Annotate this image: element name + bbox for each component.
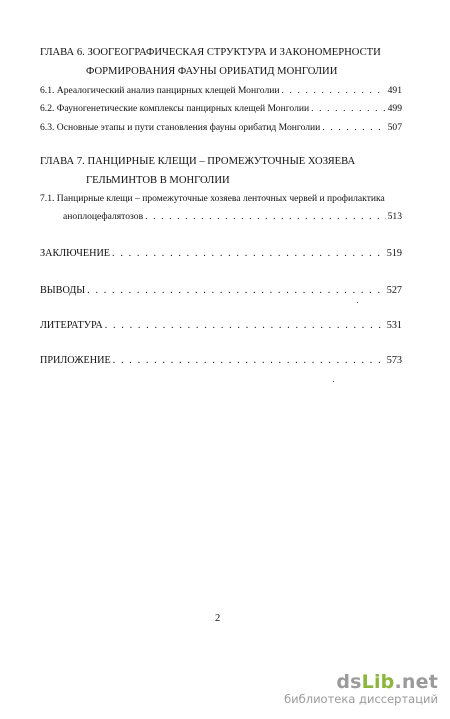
chapter-6-title-line2: ФОРМИРОВАНИЯ ФАУНЫ ОРИБАТИД МОНГОЛИИ xyxy=(86,66,338,77)
dslib-logo xyxy=(284,672,438,692)
page-number: 2 xyxy=(215,613,221,624)
toc-entry-label: 6.3. Основные этапы и пути становления фауны орибатид Монголии xyxy=(40,122,321,133)
scan-speck xyxy=(357,302,358,303)
chapter-6-title-line1: ГЛАВА 6. ЗООГЕОГРАФИЧЕСКАЯ СТРУКТУРА И ЗАКОНОМЕРНОСТИ xyxy=(40,47,381,58)
toc-entry-label: 6.2. Фауногенетические комплексы панцирных клещей Монголии xyxy=(40,103,310,114)
toc-entry-label: ЗАКЛЮЧЕНИЕ xyxy=(40,248,111,259)
toc-entry-page: 499 xyxy=(387,103,402,114)
dot-leader xyxy=(311,103,385,115)
logo-lib: Lib xyxy=(361,671,395,693)
toc-entry-label: ЛИТЕРАТУРА xyxy=(40,320,103,331)
dot-leader xyxy=(112,248,385,260)
toc-entry-page: 527 xyxy=(386,285,402,296)
toc-entry-6-1[interactable] xyxy=(40,85,402,97)
toc-entry-page: 573 xyxy=(386,355,402,366)
dot-leader xyxy=(105,320,385,332)
toc-entry-page: 531 xyxy=(386,320,402,331)
toc-entry-6-3[interactable] xyxy=(40,122,402,134)
toc-entry-literature[interactable] xyxy=(40,320,402,332)
watermark xyxy=(284,672,438,706)
watermark-subtitle: библиотека диссертаций xyxy=(284,692,438,706)
chapter-7-title-line2: ГЕЛЬМИНТОВ В МОНГОЛИИ xyxy=(86,175,230,186)
chapter-7-title-line1: ГЛАВА 7. ПАНЦИРНЫЕ КЛЕЩИ – ПРОМЕЖУТОЧНЫЕ ХОЗЯЕВА xyxy=(40,156,356,167)
scan-speck xyxy=(333,381,334,382)
logo-suffix: .net xyxy=(394,671,438,693)
toc-entry-7-1[interactable] xyxy=(63,211,402,223)
toc-entry-page: 519 xyxy=(386,248,402,259)
toc-entry-6-2[interactable] xyxy=(40,103,402,115)
dot-leader xyxy=(282,85,386,97)
logo-prefix: ds xyxy=(336,671,362,693)
dot-leader xyxy=(322,122,385,134)
toc-entry-appendix[interactable] xyxy=(40,355,402,367)
toc-entry-page: 513 xyxy=(387,211,402,222)
toc-entry-7-1-line1: 7.1. Панцирные клещи – промежуточные хозяева ленточных червей и профилактика xyxy=(40,193,385,204)
toc-entry-label: аноплоцефалятозов xyxy=(63,211,144,222)
toc-entry-conclusion[interactable] xyxy=(40,248,402,260)
toc-entry-label: 6.1. Ареалогический анализ панцирных клещей Монголии xyxy=(40,85,280,96)
toc-entry-page: 507 xyxy=(387,122,402,133)
toc-entry-label: ВЫВОДЫ xyxy=(40,285,86,296)
toc-entry-page: 491 xyxy=(387,85,402,96)
toc-entry-findings[interactable] xyxy=(40,285,402,297)
toc-entry-label: ПРИЛОЖЕНИЕ xyxy=(40,355,111,366)
dot-leader xyxy=(113,355,385,367)
dot-leader xyxy=(145,211,386,223)
dot-leader xyxy=(87,285,385,297)
